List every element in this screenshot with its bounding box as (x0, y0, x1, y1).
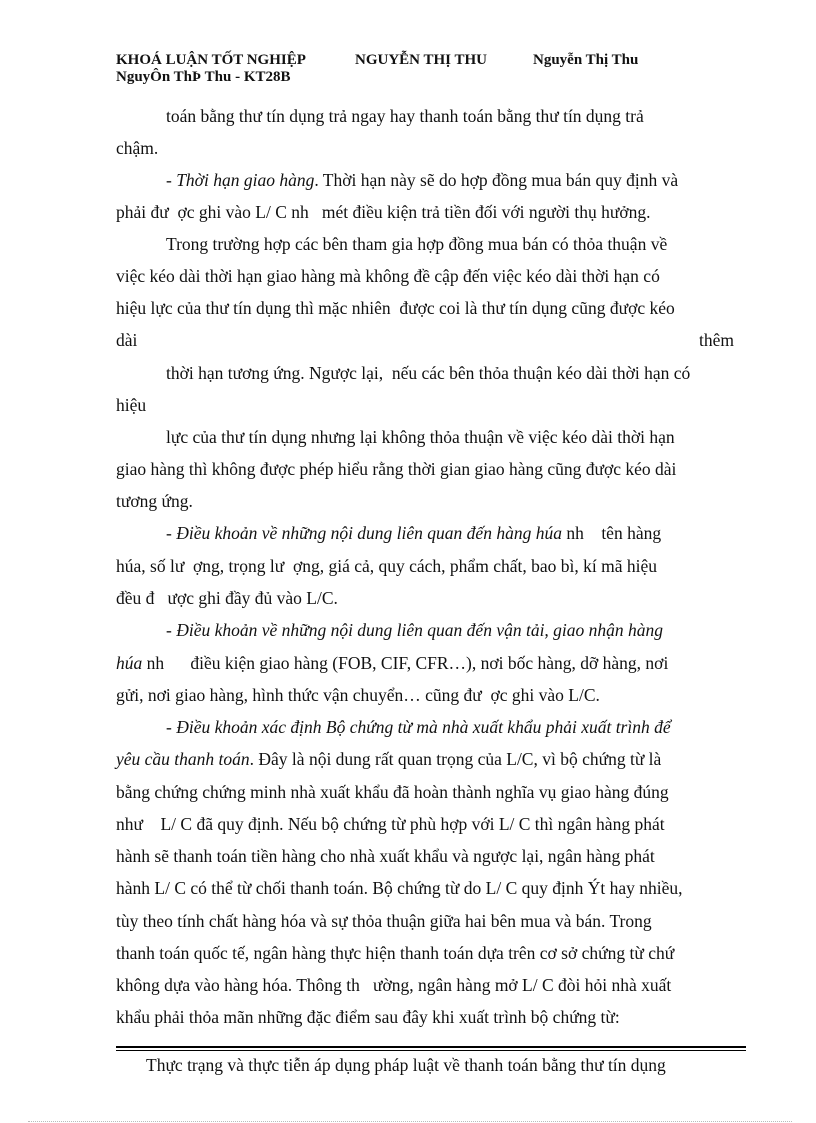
body-line: khẩu phải thỏa mãn những đặc điểm sau đây khi xuất trình bộ chứng từ: (116, 1007, 620, 1027)
body-line: đều đ ược ghi đầy đủ vào L/C. (116, 588, 338, 608)
footer-title: Thực trạng và thực tiễn áp dụng pháp luật về thanh toán bằng thư tín dụng (146, 1055, 666, 1075)
body-line: tương ứng. (116, 491, 193, 511)
body-line: như L/ C đã quy định. Nếu bộ chứng từ phù hợp với L/ C thì ngân hàng phát (116, 814, 665, 834)
page-edge-divider (28, 1121, 792, 1122)
header-left: KHOÁ LUẬN TỐT NGHIỆP (116, 52, 306, 68)
body-line (166, 172, 678, 190)
body-line: thời hạn tương ứng. Ngược lại, nếu các bên thỏa thuận kéo dài thời hạn có (166, 363, 691, 383)
body-line (166, 525, 661, 543)
body-text: . Thời hạn này sẽ do hợp đồng mua bán quy định và (314, 170, 679, 190)
italic-heading: - Điều khoản xác định Bộ chứng từ mà nhà xuất khẩu phải xuất trình để (166, 717, 671, 737)
header-line2: NguyÔn ThÞ Thu - KT28B (116, 69, 291, 85)
body-text: . Đây là nội dung rất quan trọng của L/C, vì bộ chứng từ là (249, 749, 662, 769)
body-line: thêm (699, 330, 734, 350)
italic-heading: húa (116, 653, 143, 673)
body-line: dài (116, 330, 138, 350)
italic-heading: - Điều khoản về những nội dung liên quan đến vận tải, giao nhận hàng (166, 620, 664, 640)
body-line: hành sẽ thanh toán tiền hàng cho nhà xuất khẩu và ngược lại, ngân hàng phát (116, 846, 655, 866)
body-line: hành L/ C có thể từ chối thanh toán. Bộ chứng từ do L/ C quy định Ýt hay nhiều, (116, 878, 683, 898)
body-line (116, 655, 668, 673)
italic-heading: - Điều khoản về những nội dung liên quan đến hàng húa (166, 523, 562, 543)
body-line: không dựa vào hàng hóa. Thông th ường, ngân hàng mở L/ C đòi hỏi nhà xuất (116, 975, 672, 995)
body-line (116, 751, 661, 769)
body-text: nh điều kiện giao hàng (FOB, CIF, CFR…), nơi bốc hàng, dỡ hàng, nơi (142, 653, 669, 673)
body-line: gửi, nơi giao hàng, hình thức vận chuyển… cũng đư ợc ghi vào L/C. (116, 685, 600, 705)
body-line: húa, số lư ợng, trọng lư ợng, giá cả, quy cách, phẩm chất, bao bì, kí mã hiệu (116, 556, 657, 576)
body-line: Trong trường hợp các bên tham gia hợp đồng mua bán có thỏa thuận về (166, 234, 668, 254)
body-line: phải đư ợc ghi vào L/ C nh mét điều kiện trả tiền đối với người thụ hưởng. (116, 202, 651, 222)
footer-rule-top (116, 1046, 746, 1048)
header-center: NGUYỄN THỊ THU (355, 52, 487, 68)
header-right: Nguyễn Thị Thu (533, 52, 639, 68)
body-line: hiệu (116, 395, 147, 415)
body-line: thanh toán quốc tế, ngân hàng thực hiện thanh toán dựa trên cơ sở chứng từ chứ (116, 943, 675, 963)
body-line: chậm. (116, 138, 159, 158)
body-line: giao hàng thì không được phép hiểu rằng thời gian giao hàng cũng được kéo dài (116, 459, 677, 479)
body-text: nh tên hàng (561, 523, 662, 543)
body-line: việc kéo dài thời hạn giao hàng mà không đề cập đến việc kéo dài thời hạn có (116, 266, 660, 286)
body-line: bằng chứng chứng minh nhà xuất khẩu đã hoàn thành nghĩa vụ giao hàng đúng (116, 782, 669, 802)
footer-rule-bottom (116, 1050, 746, 1051)
body-line: lực của thư tín dụng nhưng lại không thỏa thuận về việc kéo dài thời hạn (166, 427, 675, 447)
body-line: tùy theo tính chất hàng hóa và sự thỏa thuận giữa hai bên mua và bán. Trong (116, 911, 652, 931)
body-line: toán bằng thư tín dụng trả ngay hay thanh toán bằng thư tín dụng trả (166, 106, 644, 126)
italic-heading: - Thời hạn giao hàng (166, 170, 315, 190)
body-line: hiệu lực của thư tín dụng thì mặc nhiên được coi là thư tín dụng cũng được kéo (116, 298, 675, 318)
italic-heading: yêu cầu thanh toán (116, 749, 250, 769)
